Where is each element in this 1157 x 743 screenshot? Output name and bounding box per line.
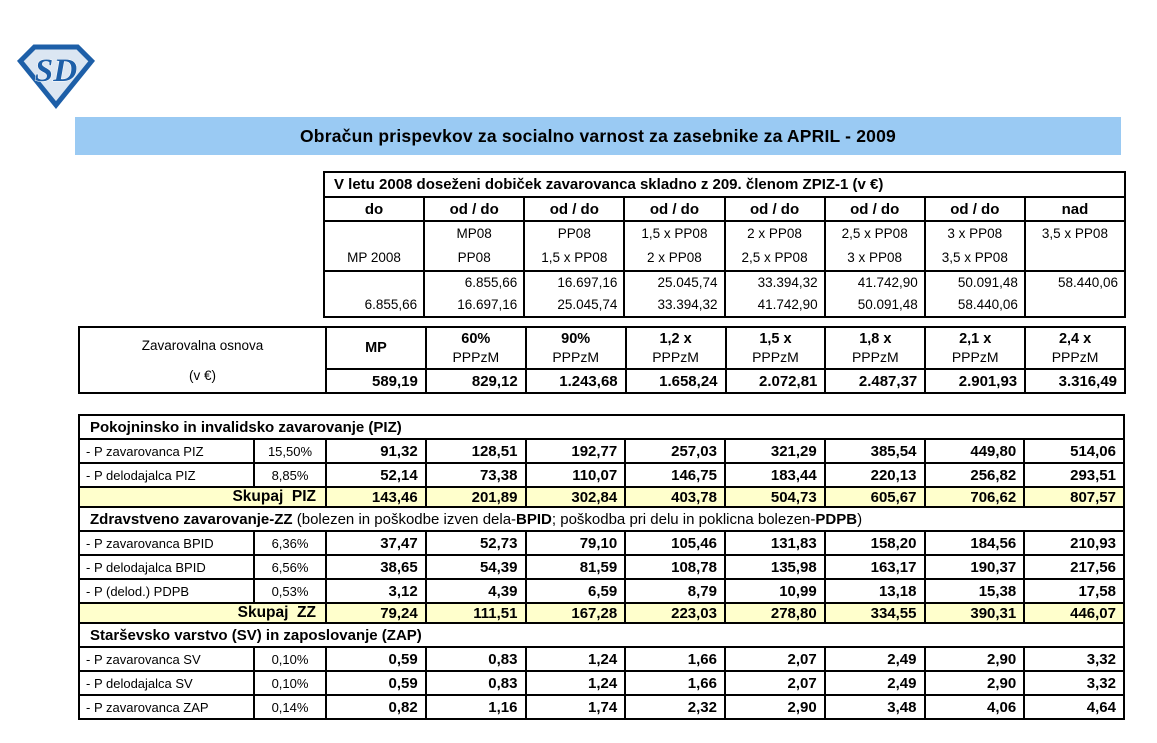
value-cell: 2,90 (925, 671, 1025, 695)
base-header-top: 1,8 x (859, 331, 892, 347)
cell-line-2 (1026, 246, 1124, 270)
value-cell: 110,07 (526, 463, 626, 487)
bound-name-cell (424, 221, 524, 271)
row-label: - P zavarovanca PIZ (79, 439, 254, 463)
total-value-cell: 111,51 (426, 603, 526, 623)
total-value-cell: 167,28 (526, 603, 626, 623)
total-value-cell: 504,73 (725, 487, 825, 507)
value-cell: 190,37 (925, 555, 1025, 579)
profit-range-labels-row (324, 197, 1125, 221)
base-header-top: 90% (561, 331, 591, 347)
value-cell: 2,32 (625, 695, 725, 719)
cell-line-2: 41.742,90 (757, 297, 818, 312)
total-value-cell: 390,31 (925, 603, 1025, 623)
value-cell: 81,59 (526, 555, 626, 579)
section-title-part: PDPB (815, 510, 858, 528)
bound-value-cell (925, 271, 1025, 317)
base-column-header (626, 327, 726, 369)
value-cell: 37,47 (326, 531, 426, 555)
value-cell: 2,90 (925, 647, 1025, 671)
value-cell: 3,12 (326, 579, 426, 603)
value-cell: 91,32 (326, 439, 426, 463)
base-column-header (925, 327, 1025, 369)
rate-cell: 0,10% (254, 671, 326, 695)
range-label-cell: nad (1025, 197, 1125, 221)
cell-line-2: PP08 (457, 250, 491, 265)
bound-value-cell (624, 271, 724, 317)
value-cell: 131,83 (725, 531, 825, 555)
value-cell: 135,98 (725, 555, 825, 579)
total-value-cell: 223,03 (625, 603, 725, 623)
title-bar (75, 117, 1121, 155)
rate-cell: 0,53% (254, 579, 326, 603)
cell-line-1 (325, 222, 423, 246)
cell-line-1: 50.091,48 (957, 275, 1018, 290)
section-title-part: Pokojninsko in invalidsko zavarovanje (PIZ) (90, 418, 402, 436)
contribution-row (79, 671, 1124, 695)
row-label: - P zavarovanca BPID (79, 531, 254, 555)
base-column-header (526, 327, 626, 369)
base-header-top: 1,2 x (659, 331, 692, 347)
base-column-header (1025, 327, 1125, 369)
cell-line-1: 1,5 x PP08 (641, 226, 708, 241)
value-cell: 1,16 (426, 695, 526, 719)
section-header-row-piz (79, 415, 1124, 439)
cell-line-1: 33.394,32 (757, 275, 818, 290)
range-label-cell: do (324, 197, 424, 221)
value-cell: 73,38 (426, 463, 526, 487)
range-label-cell: od / do (825, 197, 925, 221)
range-label-cell: od / do (925, 197, 1025, 221)
sd-shield-icon (14, 42, 98, 110)
cell-line-1: 25.045,74 (657, 275, 718, 290)
cell-line-1: 58.440,06 (1057, 275, 1118, 290)
value-cell: 108,78 (625, 555, 725, 579)
value-cell: 184,56 (925, 531, 1025, 555)
profit-threshold-table-body (324, 172, 1125, 317)
value-cell: 449,80 (925, 439, 1025, 463)
bound-name-cell (524, 221, 624, 271)
total-value-cell: 79,24 (326, 603, 426, 623)
value-cell: 256,82 (925, 463, 1025, 487)
base-value-cell: 589,19 (326, 369, 426, 393)
base-header-bottom: PPPzM (1051, 349, 1099, 365)
total-value-cell: 201,89 (426, 487, 526, 507)
value-cell: 15,38 (925, 579, 1025, 603)
cell-line-2: 3 x PP08 (847, 250, 903, 265)
value-cell: 293,51 (1024, 463, 1124, 487)
cell-line-1: 2 x PP08 (747, 226, 802, 241)
range-label-cell: od / do (424, 197, 524, 221)
cell-line-1: PP08 (557, 226, 591, 241)
total-value-cell: 446,07 (1024, 603, 1124, 623)
base-column-header (726, 327, 826, 369)
total-label: Skupaj ZZ (79, 603, 326, 623)
contribution-row (79, 579, 1124, 603)
bound-value-cell (725, 271, 825, 317)
page-title: Obračun prispevkov za socialno varnost za zasebnike za APRIL - 2009 (300, 125, 896, 146)
contribution-row (79, 647, 1124, 671)
value-cell: 0,59 (326, 671, 426, 695)
bound-name-cell (725, 221, 825, 271)
cell-line-2: 16.697,16 (457, 297, 518, 312)
contribution-row (79, 555, 1124, 579)
cell-line-1: 6.855,66 (464, 275, 518, 290)
bound-value-cell (1025, 271, 1125, 317)
value-cell: 220,13 (825, 463, 925, 487)
insurance-base-label (79, 327, 326, 393)
bound-name-cell (624, 221, 724, 271)
section-header-row-sv-zap (79, 623, 1124, 647)
row-label: - P delodajalca PIZ (79, 463, 254, 487)
total-value-cell: 706,62 (925, 487, 1025, 507)
cell-line-2: 33.394,32 (657, 297, 718, 312)
cell-line-1: 41.742,90 (857, 275, 918, 290)
value-cell: 385,54 (825, 439, 925, 463)
cell-line-1: 2,5 x PP08 (841, 226, 908, 241)
value-cell: 105,46 (625, 531, 725, 555)
value-cell: 321,29 (725, 439, 825, 463)
value-cell: 514,06 (1024, 439, 1124, 463)
row-label: - P delodajalca BPID (79, 555, 254, 579)
profit-table-title-row (324, 172, 1125, 197)
value-cell: 17,58 (1024, 579, 1124, 603)
base-header-bottom: PPPzM (951, 349, 999, 365)
value-cell: 3,48 (825, 695, 925, 719)
value-cell: 3,32 (1024, 671, 1124, 695)
base-header-row (79, 327, 1125, 369)
base-header-top: MP (365, 340, 387, 356)
cell-line-1: 3,5 x PP08 (1041, 226, 1108, 241)
range-label-cell: od / do (524, 197, 624, 221)
base-header-top: 2,4 x (1058, 331, 1092, 347)
value-cell: 38,65 (326, 555, 426, 579)
profit-bound-names-row (324, 221, 1125, 271)
base-value-cell: 3.316,49 (1025, 369, 1125, 393)
value-cell: 79,10 (526, 531, 626, 555)
base-header-bottom: PPPzM (752, 349, 799, 365)
rate-cell: 0,14% (254, 695, 326, 719)
row-label: - P zavarovanca SV (79, 647, 254, 671)
bound-value-cell (825, 271, 925, 317)
section-title-part: BPID (516, 510, 552, 528)
row-label: - P delodajalca SV (79, 671, 254, 695)
profit-threshold-table (323, 171, 1126, 318)
value-cell: 1,66 (625, 671, 725, 695)
cell-line-2 (1026, 294, 1124, 316)
base-value-cell: 1.658,24 (626, 369, 726, 393)
value-cell: 257,03 (625, 439, 725, 463)
base-value-cell: 829,12 (426, 369, 526, 393)
base-label-line2: (v €) (189, 368, 216, 383)
rate-cell: 0,10% (254, 647, 326, 671)
base-header-top: 60% (461, 331, 491, 347)
cell-line-1: 3 x PP08 (947, 226, 1003, 241)
section-title-part: Starševsko varstvo (SV) in zaposlovanje (ZAP) (90, 626, 422, 644)
value-cell: 217,56 (1024, 555, 1124, 579)
value-cell: 146,75 (625, 463, 725, 487)
range-label-cell: od / do (725, 197, 825, 221)
value-cell: 2,90 (725, 695, 825, 719)
row-label: - P zavarovanca ZAP (79, 695, 254, 719)
section-title-zz (79, 507, 1124, 531)
total-value-cell: 278,80 (725, 603, 825, 623)
bound-value-cell (324, 271, 424, 317)
base-column-header (825, 327, 925, 369)
value-cell: 0,82 (326, 695, 426, 719)
value-cell: 1,66 (625, 647, 725, 671)
section-header-row-zz (79, 507, 1124, 531)
value-cell: 2,07 (725, 671, 825, 695)
insurance-base-table-body (79, 327, 1125, 393)
cell-line-2: 50.091,48 (857, 297, 918, 312)
range-label-cell: od / do (624, 197, 724, 221)
base-label-line1: Zavarovalna osnova (141, 338, 264, 353)
total-label: Skupaj PIZ (79, 487, 326, 507)
cell-line-2: 2,5 x PP08 (741, 250, 808, 265)
base-header-bottom: PPPzM (652, 349, 699, 365)
profit-table-title: V letu 2008 doseženi dobiček zavarovanca skladno z 209. členom ZPIZ-1 (v €) (324, 172, 1125, 197)
bound-value-cell (424, 271, 524, 317)
value-cell: 192,77 (526, 439, 626, 463)
cell-line-1: MP08 (456, 226, 492, 241)
bound-name-cell (825, 221, 925, 271)
bound-name-cell (1025, 221, 1125, 271)
total-row-piz (79, 487, 1124, 507)
rate-cell: 8,85% (254, 463, 326, 487)
value-cell: 10,99 (725, 579, 825, 603)
total-value-cell: 403,78 (625, 487, 725, 507)
base-header-bottom: PPPzM (851, 349, 899, 365)
cell-line-2: MP 2008 (347, 250, 401, 265)
section-title-part: (bolezen in poškodbe izven dela- (296, 510, 517, 528)
cell-line-2: 3,5 x PP08 (941, 250, 1008, 265)
base-column-header (426, 327, 526, 369)
base-value-cell: 1.243,68 (526, 369, 626, 393)
section-title-piz (79, 415, 1124, 439)
cell-line-2: 6.855,66 (364, 297, 418, 312)
total-value-cell: 605,67 (825, 487, 925, 507)
total-value-cell: 143,46 (326, 487, 426, 507)
base-header-top: 1,5 x (759, 331, 792, 347)
value-cell: 0,83 (426, 647, 526, 671)
bound-name-cell (324, 221, 424, 271)
contribution-row (79, 531, 1124, 555)
contributions-table (78, 414, 1125, 720)
value-cell: 2,49 (825, 671, 925, 695)
base-header-bottom: PPPzM (452, 349, 500, 365)
row-label: - P (delod.) PDPB (79, 579, 254, 603)
total-value-cell: 334,55 (825, 603, 925, 623)
base-column-header (326, 327, 426, 369)
value-cell: 8,79 (625, 579, 725, 603)
total-value-cell: 302,84 (526, 487, 626, 507)
base-value-cell: 2.901,93 (925, 369, 1025, 393)
value-cell: 13,18 (825, 579, 925, 603)
value-cell: 4,64 (1024, 695, 1124, 719)
rate-cell: 15,50% (254, 439, 326, 463)
value-cell: 128,51 (426, 439, 526, 463)
value-cell: 0,83 (426, 671, 526, 695)
value-cell: 1,24 (526, 671, 626, 695)
insurance-base-table (78, 326, 1126, 394)
bound-value-cell (524, 271, 624, 317)
value-cell: 52,73 (426, 531, 526, 555)
value-cell: 1,74 (526, 695, 626, 719)
cell-line-1: 16.697,16 (557, 275, 618, 290)
section-title-part: ) (857, 510, 863, 528)
value-cell: 4,06 (925, 695, 1025, 719)
cell-line-1 (325, 272, 423, 294)
value-cell: 183,44 (725, 463, 825, 487)
company-logo (14, 42, 98, 110)
value-cell: 4,39 (426, 579, 526, 603)
contribution-row (79, 463, 1124, 487)
value-cell: 54,39 (426, 555, 526, 579)
contribution-row (79, 695, 1124, 719)
value-cell: 1,24 (526, 647, 626, 671)
value-cell: 163,17 (825, 555, 925, 579)
cell-line-2: 25.045,74 (557, 297, 618, 312)
cell-line-2: 1,5 x PP08 (541, 250, 608, 265)
value-cell: 6,59 (526, 579, 626, 603)
contribution-row (79, 439, 1124, 463)
value-cell: 0,59 (326, 647, 426, 671)
rate-cell: 6,36% (254, 531, 326, 555)
base-header-top: 2,1 x (959, 331, 992, 347)
base-header-bottom: PPPzM (552, 349, 600, 365)
total-row-zz (79, 603, 1124, 623)
section-title-part: ; poškodba pri delu in poklicna bolezen- (551, 510, 816, 528)
value-cell: 52,14 (326, 463, 426, 487)
section-title-part: Zdravstveno zavarovanje-ZZ (90, 510, 297, 528)
bound-name-cell (925, 221, 1025, 271)
contributions-table-body (79, 415, 1124, 719)
section-title-sv-zap (79, 623, 1124, 647)
value-cell: 3,32 (1024, 647, 1124, 671)
value-cell: 210,93 (1024, 531, 1124, 555)
total-value-cell: 807,57 (1024, 487, 1124, 507)
cell-line-2: 2 x PP08 (647, 250, 702, 265)
base-value-cell: 2.072,81 (726, 369, 826, 393)
value-cell: 2,49 (825, 647, 925, 671)
base-value-cell: 2.487,37 (825, 369, 925, 393)
value-cell: 158,20 (825, 531, 925, 555)
profit-bound-values-row (324, 271, 1125, 317)
value-cell: 2,07 (725, 647, 825, 671)
rate-cell: 6,56% (254, 555, 326, 579)
cell-line-2: 58.440,06 (957, 297, 1018, 312)
svg-text:SD: SD (34, 51, 78, 89)
